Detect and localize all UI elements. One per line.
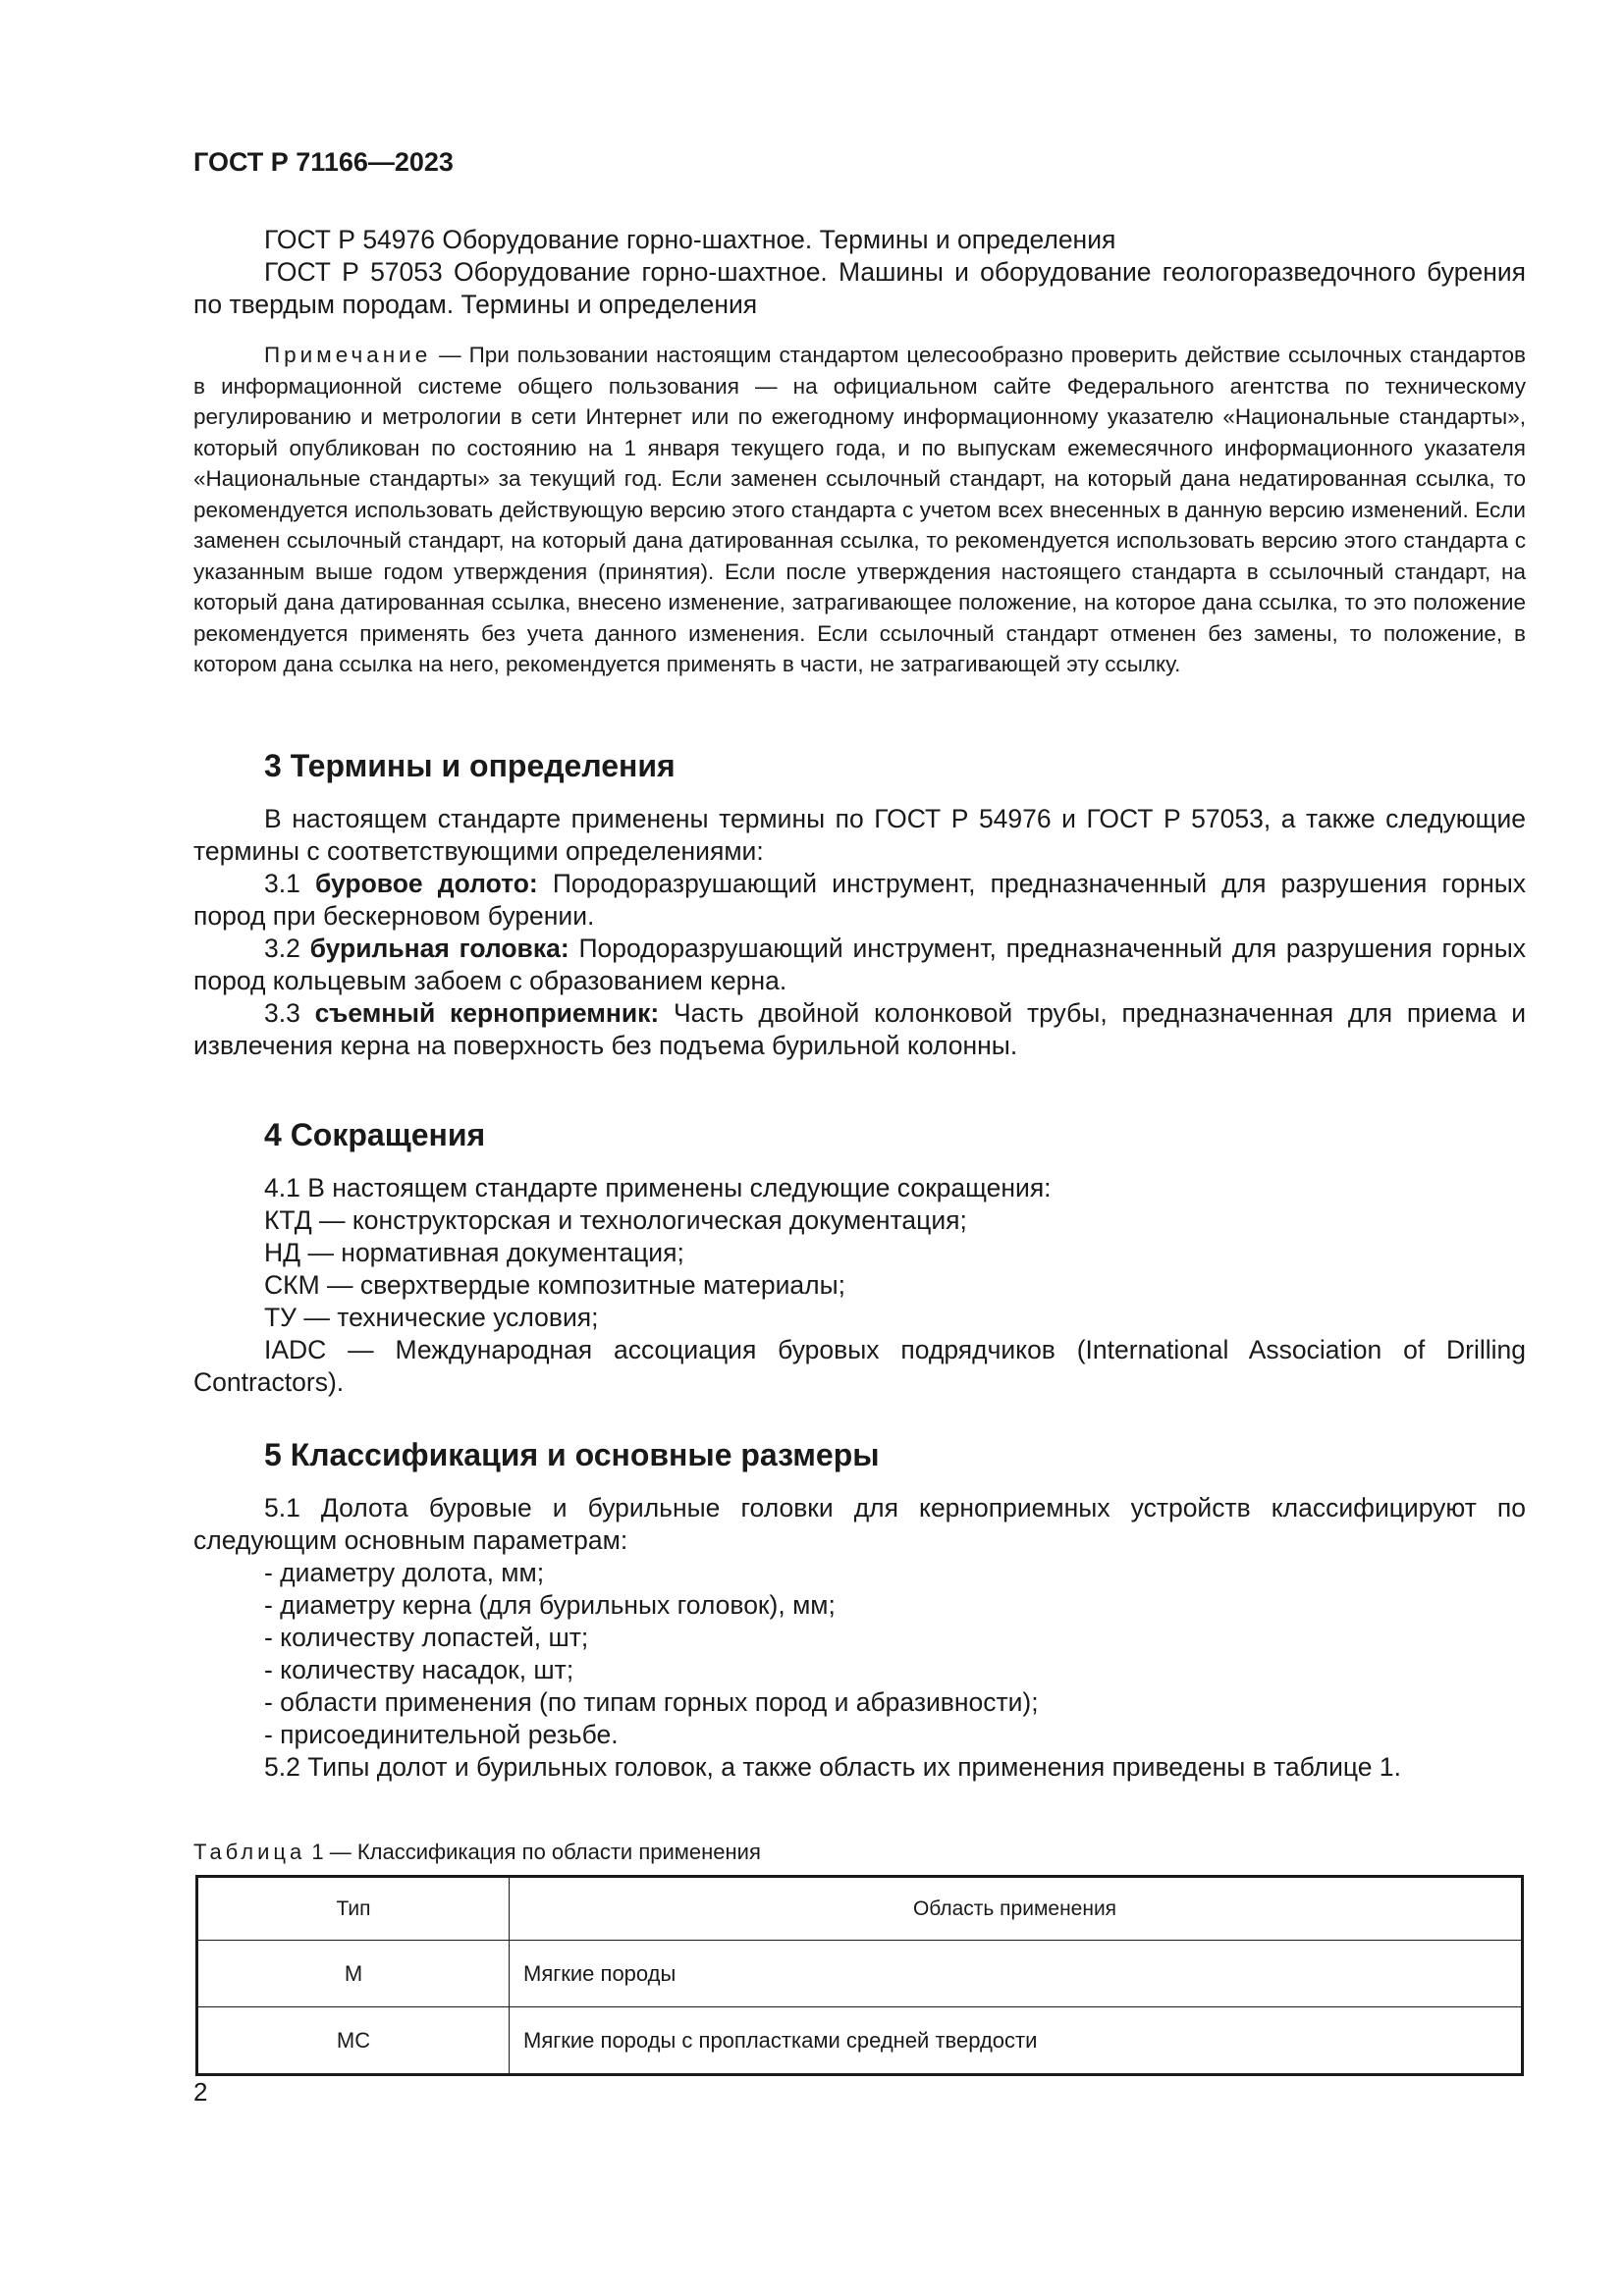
normative-references — [193, 224, 1526, 321]
abbreviation-item: IADC — Международная ассоциация буровых подрядчиков (International Association of Drilling Contractors). — [193, 1335, 1526, 1397]
abbreviation-item: КТД — конструкторская и технологическая документация; — [264, 1205, 967, 1235]
classification-table — [195, 1875, 1524, 2076]
term-name: съемный керноприемник: — [314, 998, 660, 1028]
table-cell: М — [197, 1941, 510, 2007]
note-paragraph — [193, 340, 1526, 680]
page-number: 2 — [193, 2077, 208, 2107]
term-name: бурильная головка: — [309, 934, 569, 963]
term-name: буровое долото: — [314, 869, 538, 898]
term-entry: 3.3 съемный керноприемник: Часть двойной колонковой трубы, предназначенная для приема и извлечения керна на поверхность без подъема бурильной колонны. — [193, 998, 1527, 1060]
term-entry: 3.1 буровое долото: Породоразрушающий инструмент, предназначенный для разрушения горных пород при бескерновом бурении. — [193, 869, 1527, 931]
standard-header: ГОСТ Р 71166—2023 — [193, 147, 454, 177]
section-4-body — [193, 1172, 1526, 1399]
table-cell: Мягкие породы с пропластками средней твердости — [510, 2007, 1523, 2075]
note-label: Примечание — [264, 343, 432, 367]
section-5-heading: 5 Классификация и основные размеры — [264, 1437, 880, 1472]
list-item: - количеству лопастей, шт; — [264, 1623, 589, 1652]
note-text: — При пользовании настоящим стандартом целесообразно проверить действие ссылочных стандартов в информационной системе общего пользования — на официальном сайте Федерального агентства по техническому регулированию и метрологии в сети Интернет или по ежегодному информационному указателю «Национальные стандарты», который опубликован по состоянию на 1 января текущего года, и по выпускам ежемесячного информационного указателя «Национальные стандарты» за текущий год. Если заменен ссылочный стандарт, на который дана недатированная ссылка, то рекомендуется использовать действующую версию этого стандарта с учетом всех внесенных в данную версию изменений. Если заменен ссылочный стандарт, на который дана датированная ссылка, то рекомендуется использовать версию этого стандарта с указанным выше годом утверждения (принятия). Если после утверждения настоящего стандарта в ссылочный стандарт, на который дана датированная ссылка, внесено изменение, затрагивающее положение, на которое дана ссылка, то это положение рекомендуется применять без учета данного изменения. Если ссылочный стандарт отменен без замены, то положение, в котором дана ссылка на него, рекомендуется применять в части, не затрагивающей эту ссылку. — [193, 343, 1526, 676]
abbreviation-item: НД — нормативная документация; — [264, 1238, 684, 1267]
reference-item: ГОСТ Р 54976 Оборудование горно-шахтное. Термины и определения — [264, 225, 1116, 254]
table-cell: Мягкие породы — [510, 1941, 1523, 2007]
table-header-cell: Область применения — [510, 1877, 1523, 1941]
list-item: - области применения (по типам горных пород и абразивности); — [264, 1687, 1039, 1717]
table-header-row — [197, 1877, 1523, 1941]
section-3-intro: В настоящем стандарте применены термины по ГОСТ Р 54976 и ГОСТ Р 57053, а также следующие термины с соответствующими определениями: — [193, 804, 1526, 866]
table-cell: МС — [197, 2007, 510, 2075]
list-item: - диаметру керна (для бурильных головок), мм; — [264, 1590, 836, 1620]
table-row — [197, 2007, 1523, 2075]
section-3-heading: 3 Термины и определения — [264, 748, 676, 783]
table-row — [197, 1941, 1523, 2007]
section-4-intro: 4.1 В настоящем стандарте применены следующие сокращения: — [264, 1173, 1052, 1202]
abbreviation-item: СКМ — сверхтвердые композитные материалы; — [264, 1270, 846, 1300]
section-5-paragraph: 5.1 Долота буровые и бурильные головки для керноприемных устройств классифицируют по следующим основным параметрам: — [193, 1493, 1526, 1555]
table-header-cell: Тип — [197, 1877, 510, 1941]
section-5-body — [193, 1492, 1526, 1784]
table-caption-label: Таблица — [193, 1840, 306, 1864]
list-item: - присоединительной резьбе. — [264, 1720, 619, 1749]
reference-item: ГОСТ Р 57053 Оборудование горно-шахтное. Машины и оборудование геологоразведочного бурения по твердым породам. Термины и определения — [193, 257, 1526, 319]
section-5-paragraph: 5.2 Типы долот и бурильных головок, а также область их применения приведены в таблице 1. — [264, 1752, 1402, 1782]
term-entry: 3.2 бурильная головка: Породоразрушающий инструмент, предназначенный для разрушения горных пород кольцевым забоем с образованием керна. — [193, 934, 1526, 995]
table-caption — [193, 1840, 761, 1865]
table-caption-text: 1 — Классификация по области применения — [305, 1840, 761, 1864]
list-item: - диаметру долота, мм; — [264, 1558, 545, 1587]
section-4-heading: 4 Сокращения — [264, 1117, 486, 1152]
section-3-body — [193, 803, 1526, 1062]
abbreviation-item: ТУ — технические условия; — [264, 1303, 599, 1332]
list-item: - количеству насадок, шт; — [264, 1655, 574, 1684]
